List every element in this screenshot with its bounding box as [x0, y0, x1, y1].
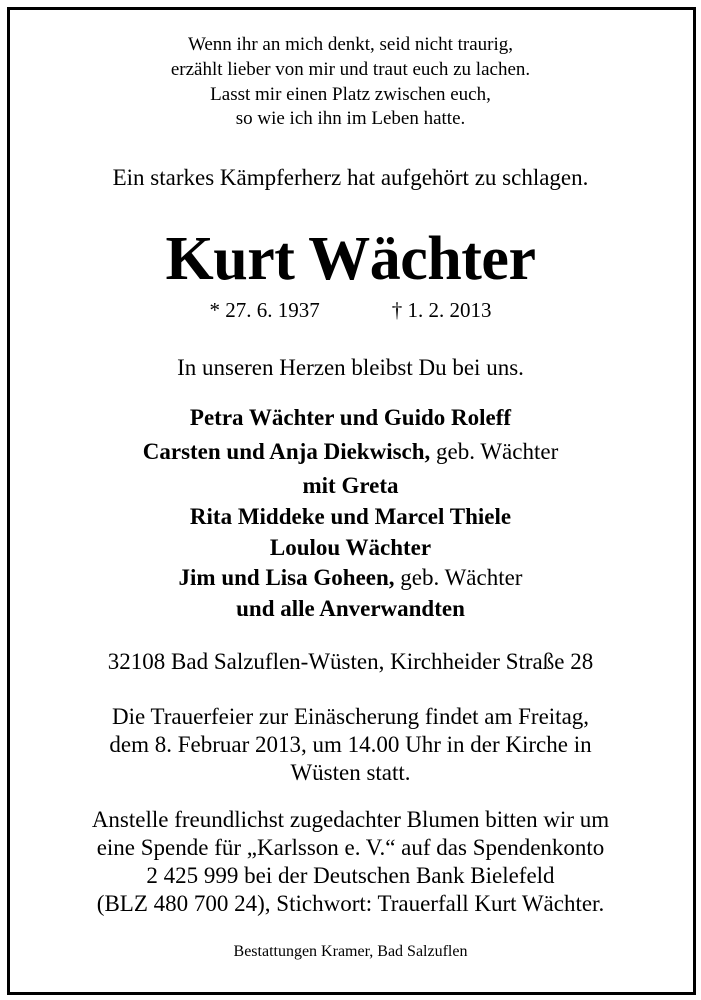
undertaker: Bestattungen Kramer, Bad Salzuflen — [233, 943, 468, 960]
family-name: mit Greta — [302, 473, 399, 498]
birth-date: * 27. 6. 1937 — [209, 298, 320, 322]
family-member — [0, 471, 701, 501]
family-member — [0, 533, 701, 563]
family-member — [0, 594, 701, 624]
family-note: geb. Wächter — [430, 439, 559, 464]
family-name: Rita Middeke und Marcel Thiele — [189, 504, 512, 529]
donation-line: 2 425 999 bei der Deutschen Bank Bielefeld — [146, 863, 555, 888]
family-member — [0, 563, 701, 593]
family-member — [0, 437, 701, 467]
poem-line: Lasst mir einen Platz zwischen euch, — [210, 84, 491, 105]
family-name: Jim und Lisa Goheen, — [178, 565, 395, 590]
poem-line: erzählt lieber von mir und traut euch zu lachen. — [170, 59, 531, 80]
ceremony-line: Wüsten statt. — [290, 760, 411, 785]
donation-line: (BLZ 480 700 24), Stichwort: Trauerfall Kurt Wächter. — [96, 891, 605, 916]
family-name: Petra Wächter und Guido Roleff — [189, 405, 512, 430]
poem-line: so wie ich ihn im Leben hatte. — [235, 108, 466, 129]
family-member — [0, 502, 701, 532]
intro-line: Ein starkes Kämpferherz hat aufgehört zu schlagen. — [112, 165, 589, 190]
donation-line: Anstelle freundlichst zugedachter Blumen bitten wir um — [91, 807, 610, 832]
deceased-name: Kurt Wächter — [165, 225, 536, 293]
death-date: † 1. 2. 2013 — [391, 298, 492, 322]
address: 32108 Bad Salzuflen-Wüsten, Kirchheider Straße 28 — [107, 649, 594, 674]
family-note: geb. Wächter — [394, 565, 523, 590]
ceremony-line: Die Trauerfeier zur Einäscherung findet am Freitag, — [111, 704, 590, 729]
family-name: Carsten und Anja Diekwisch, — [142, 439, 431, 464]
donation-line: eine Spende für „Karlsson e. V.“ auf das Spendenkonto — [96, 835, 605, 860]
family-name: und alle Anverwandten — [236, 596, 465, 621]
life-dates — [0, 297, 701, 323]
ceremony-line: dem 8. Februar 2013, um 14.00 Uhr in der Kirche in — [109, 732, 592, 757]
family-member — [0, 403, 701, 433]
family-name: Loulou Wächter — [269, 535, 432, 560]
memory-line: In unseren Herzen bleibst Du bei uns. — [177, 355, 524, 380]
poem-line: Wenn ihr an mich denkt, seid nicht traurig, — [187, 34, 514, 55]
